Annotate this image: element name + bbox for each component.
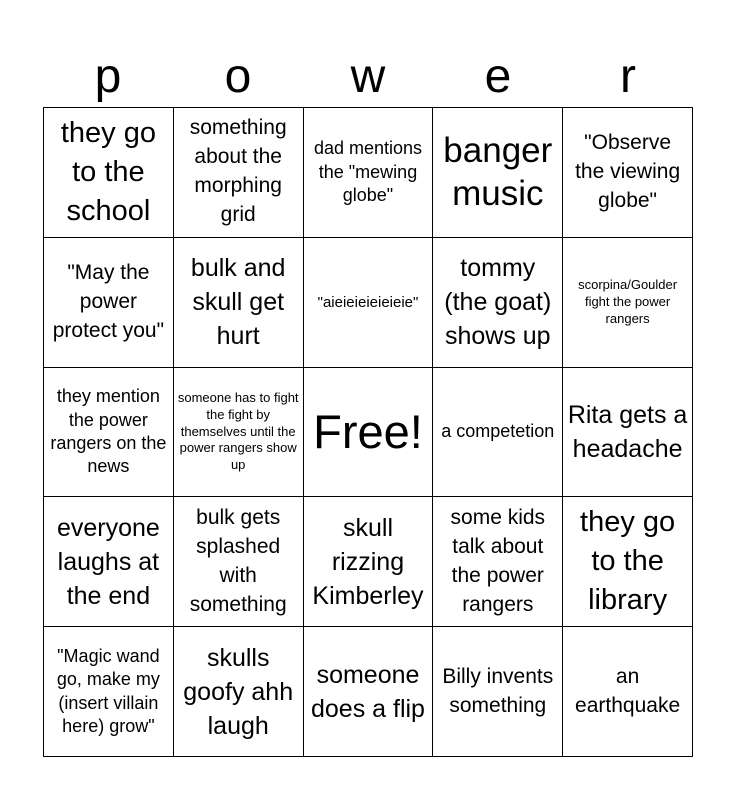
header-letter-w: w <box>350 50 386 103</box>
cell-text: Billy invents something <box>442 664 554 717</box>
bingo-cell[interactable] <box>44 108 174 238</box>
bingo-cell[interactable] <box>174 238 304 368</box>
bingo-board <box>43 107 693 757</box>
bingo-cell[interactable] <box>174 627 304 757</box>
cell-text: bulk gets splashed with something <box>189 505 287 616</box>
bingo-cell[interactable] <box>44 497 174 627</box>
bingo-cell[interactable] <box>433 497 563 627</box>
bingo-cell[interactable] <box>563 627 693 757</box>
cell-text: Free! <box>313 405 423 459</box>
bingo-cell[interactable] <box>174 368 304 498</box>
cell-text: someone does a flip <box>311 660 425 723</box>
bingo-header <box>43 48 693 106</box>
cell-text: dad mentions the "mewing globe" <box>313 138 423 206</box>
bingo-cell[interactable] <box>563 108 693 238</box>
cell-text: skulls goofy ahh laugh <box>183 643 294 740</box>
bingo-cell[interactable] <box>304 108 434 238</box>
cell-text: Rita gets a headache <box>567 400 688 463</box>
bingo-cell[interactable] <box>44 627 174 757</box>
cell-text: an earthquake <box>575 664 681 717</box>
bingo-cell[interactable] <box>304 627 434 757</box>
cell-text: they mention the power rangers on the news <box>50 386 167 477</box>
bingo-cell[interactable] <box>44 238 174 368</box>
cell-text: something about the morphing grid <box>189 116 287 227</box>
bingo-cell[interactable] <box>563 238 693 368</box>
bingo-cell[interactable] <box>174 108 304 238</box>
cell-text: "May the power protect you" <box>52 260 165 342</box>
cell-text: "aieieieieieieie" <box>317 293 419 311</box>
cell-text: "Observe the viewing globe" <box>575 130 681 212</box>
header-letter-p: p <box>94 50 122 103</box>
header-letter-r: r <box>620 50 636 103</box>
cell-text: they go to the school <box>60 116 156 227</box>
bingo-cell[interactable] <box>433 238 563 368</box>
bingo-cell[interactable] <box>44 368 174 498</box>
cell-text: a competetion <box>441 421 555 442</box>
cell-text: scorpina/Goulder fight the power rangers <box>578 276 678 326</box>
cell-text: banger music <box>443 130 553 214</box>
free-space-cell[interactable] <box>304 368 434 498</box>
bingo-cell[interactable] <box>304 238 434 368</box>
cell-text: they go to the library <box>580 506 676 617</box>
cell-text: "Magic wand go, make my (insert villain here) grow" <box>56 645 160 736</box>
bingo-cell[interactable] <box>563 368 693 498</box>
bingo-cell[interactable] <box>304 497 434 627</box>
cell-text: some kids talk about the power rangers <box>450 505 546 616</box>
header-letter-e: e <box>484 50 512 103</box>
cell-text: tommy (the goat) shows up <box>444 254 552 351</box>
bingo-cell[interactable] <box>433 627 563 757</box>
cell-text: everyone laughs at the end <box>56 513 160 610</box>
header-letter-o: o <box>224 50 252 103</box>
bingo-cell[interactable] <box>174 497 304 627</box>
bingo-cell[interactable] <box>433 368 563 498</box>
cell-text: skull rizzing Kimberley <box>312 513 424 610</box>
bingo-cell[interactable] <box>433 108 563 238</box>
cell-text: someone has to fight the fight by themselves until the power rangers show up <box>177 389 299 473</box>
bingo-cell[interactable] <box>563 497 693 627</box>
cell-text: bulk and skull get hurt <box>190 254 286 351</box>
